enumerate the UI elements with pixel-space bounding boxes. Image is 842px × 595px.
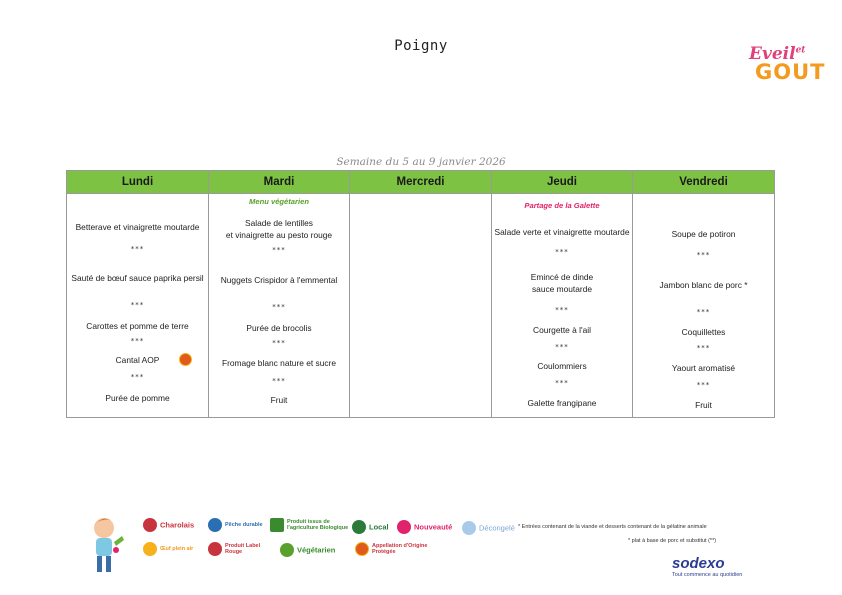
menu-item: sauce moutarde [531, 284, 593, 294]
day-column-mercredi [350, 171, 492, 417]
menu-item: Jambon blanc de porc * [659, 280, 748, 290]
snowflake-icon [462, 521, 476, 535]
separator: *** [696, 251, 711, 259]
separator: *** [555, 248, 569, 256]
menu-item: Coulommiers [537, 361, 587, 371]
separator: *** [130, 373, 145, 381]
local-icon [352, 520, 366, 534]
separator: *** [555, 379, 569, 387]
legend-aop: Appellation d'Origine Protégée [355, 542, 430, 556]
separator: *** [696, 381, 711, 389]
day-column-lundi [67, 171, 209, 417]
day-column-jeudi [492, 171, 633, 417]
menu-table [66, 170, 775, 418]
day-column-mardi [209, 171, 350, 417]
week-label: Semaine du 5 au 9 janvier 2026 [336, 156, 506, 168]
menu-item: Purée de pomme [105, 393, 170, 403]
menu-item: Yaourt aromatisé [671, 363, 736, 373]
separator: *** [555, 343, 569, 351]
menu-item: Sauté de bœuf sauce paprika persil [71, 273, 204, 283]
note-1: * Entrées contenant de la viande et desserts contenant de la gélatine animale [518, 524, 707, 530]
cow-icon [143, 518, 157, 532]
menu-item: Salade verte et vinaigrette moutarde [494, 227, 630, 237]
legend-label-rouge: Produit Label Rouge [208, 542, 265, 556]
sodexo-tagline: Tout commence au quotidien [672, 572, 743, 578]
day-header: Vendredi [633, 171, 774, 194]
logo-line2: GOUT [755, 60, 826, 84]
menu-item: Carottes et pomme de terre [86, 321, 189, 331]
legend-peche-durable: Pêche durable [208, 518, 265, 532]
aop-icon [355, 542, 369, 556]
menu-item: Nuggets Crispidor à l'emmental [220, 275, 338, 285]
legend-oeuf: Œuf plein air [143, 542, 202, 556]
legend-charolais: Charolais [143, 518, 194, 532]
label-rouge-icon [208, 542, 222, 556]
egg-icon [143, 542, 157, 556]
separator: *** [272, 246, 286, 254]
vegetarian-icon [280, 543, 294, 557]
day-column-vendredi [633, 171, 774, 417]
bio-leaf-icon [270, 518, 284, 532]
separator: *** [555, 306, 569, 314]
fish-icon [208, 518, 222, 532]
day-header: Lundi [67, 171, 208, 194]
eveil-et-gout-logo [745, 44, 825, 94]
separator: *** [130, 245, 145, 253]
legend-vegetarien: Végétarien [280, 543, 335, 557]
separator: *** [272, 377, 286, 385]
menu-item: Salade de lentilles [245, 218, 313, 228]
separator: *** [696, 308, 711, 316]
separator: *** [130, 301, 145, 309]
menu-item: Emincé de dinde [530, 272, 594, 282]
menu-item: Cantal AOP [115, 355, 160, 365]
legend-nouveaute: Nouveauté [397, 520, 452, 534]
legend-decongele: Décongelé [462, 521, 515, 535]
menu-item: Soupe de potiron [671, 229, 736, 239]
separator: *** [272, 303, 286, 311]
separator: *** [696, 344, 711, 352]
mascot-illustration [86, 512, 126, 582]
note-2: * plat à base de porc et substitut (**) [628, 538, 717, 544]
day-header: Jeudi [492, 171, 632, 194]
menu-item: Fruit [270, 395, 288, 405]
aop-icon [179, 353, 192, 366]
new-icon [397, 520, 411, 534]
legend-local: Local [352, 520, 389, 534]
menu-item: Fruit [695, 400, 712, 410]
menu-item: et vinaigrette au pesto rouge [225, 230, 333, 240]
menu-item: Coquillettes [681, 327, 726, 337]
theme-label: Partage de la Galette [524, 201, 600, 210]
day-header: Mercredi [350, 171, 491, 194]
day-header: Mardi [209, 171, 349, 194]
page-title: Poigny [394, 38, 448, 54]
menu-item: Galette frangipane [527, 398, 597, 408]
logo-suffix: et [795, 45, 806, 56]
menu-item: Fromage blanc nature et sucre [221, 358, 337, 368]
legend-bio: Produit issus de l'agriculture Biologique [270, 518, 349, 532]
logo-line1: Eveil [749, 44, 796, 64]
menu-item: Purée de brocolis [246, 323, 312, 333]
separator: *** [130, 337, 145, 345]
theme-label: Menu végétarien [249, 197, 309, 206]
menu-item: Courgette à l'ail [533, 325, 591, 335]
sodexo-logo: sodexo [672, 555, 725, 572]
menu-item: Betterave et vinaigrette moutarde [75, 222, 200, 232]
separator: *** [272, 339, 286, 347]
